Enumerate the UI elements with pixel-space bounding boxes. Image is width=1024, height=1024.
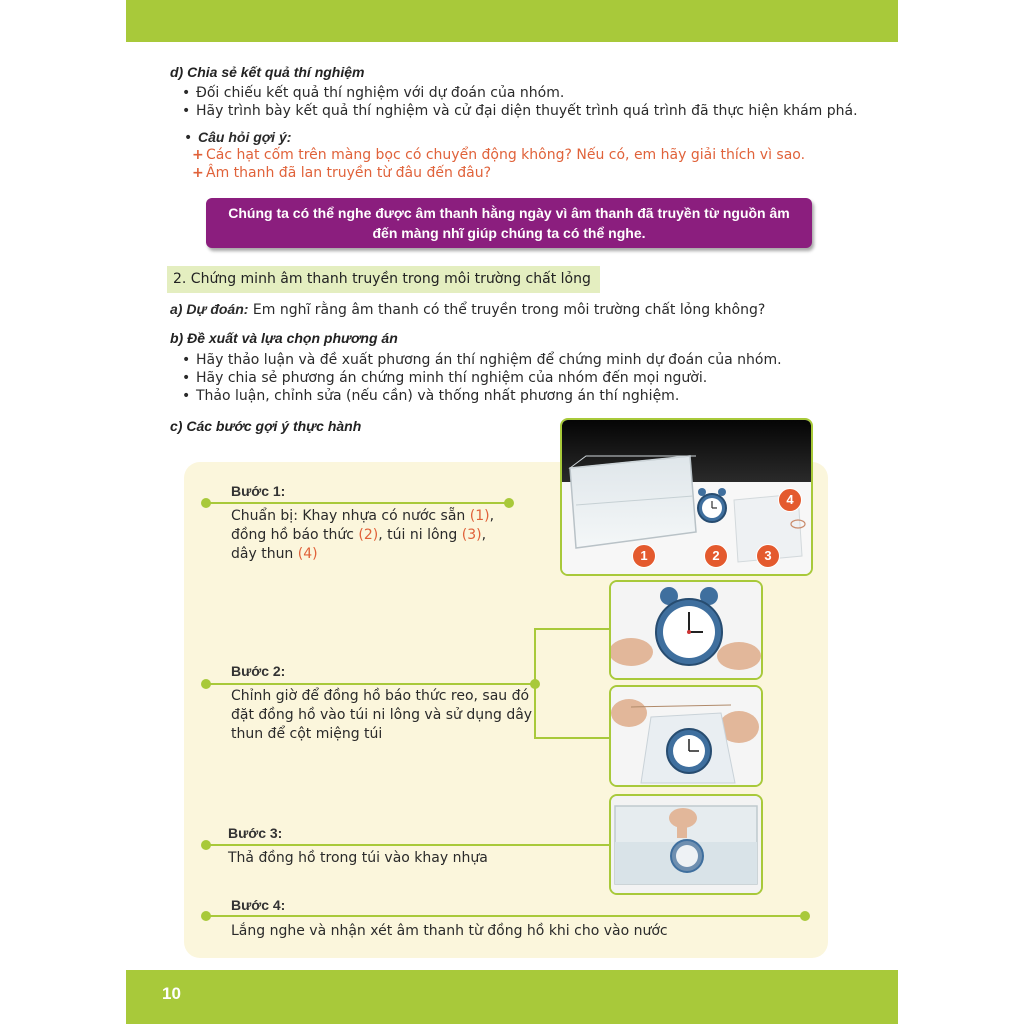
propose-heading: b) Đề xuất và lựa chọn phương án: [170, 330, 398, 346]
bottom-footer-bar: [126, 970, 898, 1024]
callout-line-2: đến màng nhĩ giúp chúng ta có thể nghe.: [372, 225, 646, 241]
step-2-branch: [534, 628, 536, 738]
clock-in-bag-illustration: [611, 687, 761, 785]
step-3-title: Bước 3:: [228, 825, 283, 841]
badge-2: 2: [704, 544, 728, 568]
step-2-line: [206, 683, 536, 685]
section-2-title: 2. Chứng minh âm thanh truyền trong môi trường chất lỏng: [167, 266, 600, 293]
clock-in-bag-photo: [609, 685, 763, 787]
step-1-dot-right: [504, 498, 514, 508]
clock-setting-photo: [609, 580, 763, 680]
propose-bullet-2: • Hãy chia sẻ phương án chứng minh thí nghiệm của nhóm đến mọi người.: [182, 370, 708, 386]
clock-into-tray-photo: [609, 794, 763, 895]
step-2-branch-bottom: [534, 737, 610, 739]
step-1-title: Bước 1:: [231, 483, 286, 499]
badge-3: 3: [756, 544, 780, 568]
textbook-page: [126, 0, 898, 1024]
propose-bullet-1: • Hãy thảo luận và đề xuất phương án thí nghiệm để chứng minh dự đoán của nhóm.: [182, 352, 782, 368]
share-heading: d) Chia sẻ kết quả thí nghiệm: [170, 64, 365, 80]
clock-into-tray-illustration: [611, 796, 761, 893]
share-bullet-2: • Hãy trình bày kết quả thí nghiệm và cử đại diện thuyết trình quá trình đã thực hiện khám phá.: [182, 103, 858, 119]
top-header-bar: [126, 0, 898, 42]
hint-1: + Các hạt cốm trên màng bọc có chuyển động không? Nếu có, em hãy giải thích vì sao.: [192, 147, 806, 163]
step-1-line: [206, 502, 508, 504]
materials-photo: [560, 418, 813, 576]
step-3-text: Thả đồng hồ trong túi vào khay nhựa: [228, 850, 488, 866]
prediction-line: a) Dự đoán: Em nghĩ rằng âm thanh có thể truyền trong môi trường chất lỏng không?: [170, 301, 766, 318]
page-number: 10: [162, 984, 181, 1003]
hint-2: + Âm thanh đã lan truyền từ đâu đến đâu?: [192, 165, 492, 181]
key-message-callout: [206, 198, 812, 248]
propose-bullet-3: • Thảo luận, chỉnh sửa (nếu cần) và thống nhất phương án thí nghiệm.: [182, 388, 680, 404]
steps-heading: c) Các bước gợi ý thực hành: [170, 418, 362, 434]
hint-heading: • Câu hỏi gợi ý:: [184, 129, 292, 146]
step-2-branch-top: [534, 628, 610, 630]
step-2-title: Bước 2:: [231, 663, 286, 679]
clock-setting-illustration: [611, 582, 761, 678]
step-3-line: [206, 844, 610, 846]
step-4-line: [206, 915, 804, 917]
step-4-dot-right: [800, 911, 810, 921]
callout-line-1: Chúng ta có thể nghe được âm thanh hằng ngày vì âm thanh đã truyền từ nguồn âm: [228, 205, 790, 221]
badge-4: 4: [778, 488, 802, 512]
badge-1: 1: [632, 544, 656, 568]
share-bullet-1: • Đối chiếu kết quả thí nghiệm với dự đoán của nhóm.: [182, 85, 565, 101]
step-2-text: Chỉnh giờ để đồng hồ báo thức reo, sau đó đặt đồng hồ vào túi ni lông và sử dụng dây thun để cột miệng túi: [231, 688, 533, 742]
step-4-title: Bước 4:: [231, 897, 286, 913]
step-4-text: Lắng nghe và nhận xét âm thanh từ đồng hồ khi cho vào nước: [231, 923, 668, 939]
step-1-text: Chuẩn bị: Khay nhựa có nước sẵn (1), đồng hồ báo thức (2), túi ni lông (3), dây thun (4): [231, 508, 495, 562]
